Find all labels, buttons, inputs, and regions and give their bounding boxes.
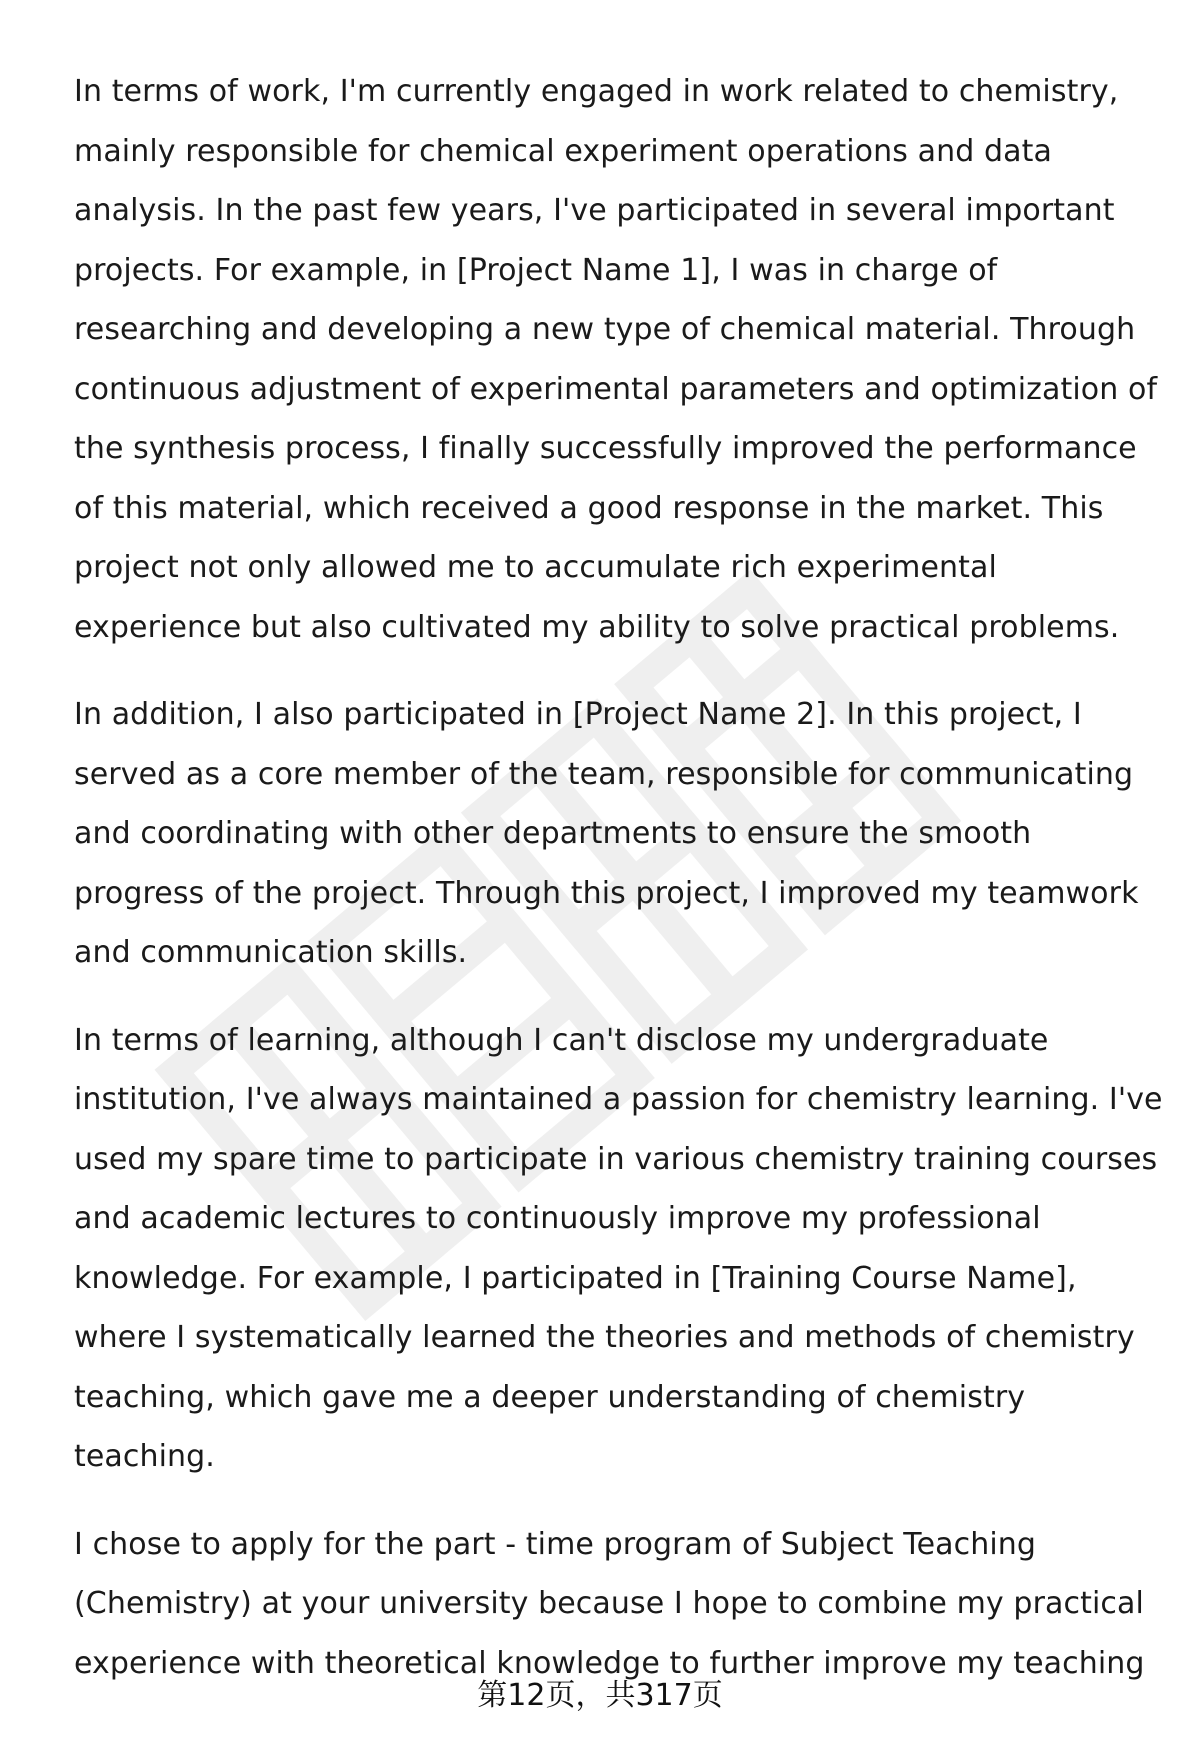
- page-number-footer: 第12页，共317页: [477, 1678, 723, 1713]
- paragraph-learning: In terms of learning, although I can't disclose my undergraduate institution, I've always maintained a passion for chemistry learning. I've used my spare time to participate in various chemistry training courses and academic lectures to continuously improve my professional knowledge. For example, I participated in [Training Course Name], where I systematically learned the theories and methods of chemistry teaching, which gave me a deeper understanding of chemistry teaching.: [74, 1022, 1163, 1474]
- paragraph-work-experience: In terms of work, I'm currently engaged in work related to chemistry, mainly responsible for chemical experiment operations and data analysis. In the past few years, I've participated in several important projects. For example, in [Project Name 1], I was in charge of researching and developing a new type of chemical material. Through continuous adjustment of experimental parameters and optimization of the synthesis process, I finally successfully improved the performance of this material, which received a good response in the market. This project not only allowed me to accumulate rich experimental experience but also cultivated my ability to solve practical problems.: [74, 74, 1158, 645]
- paragraph-application-reason: I chose to apply for the part - time program of Subject Teaching (Chemistry) at your university because I hope to combine my practical experience with theoretical knowledge to further improve my teaching: [74, 1526, 1145, 1681]
- paragraph-project-two: In addition, I also participated in [Project Name 2]. In this project, I served as a core member of the team, responsible for communicating and coordinating with other departments to ensure the smooth progress of the project. Through this project, I improved my teamwork and communication skills.: [74, 697, 1139, 970]
- document-body: [74, 62, 1164, 1721]
